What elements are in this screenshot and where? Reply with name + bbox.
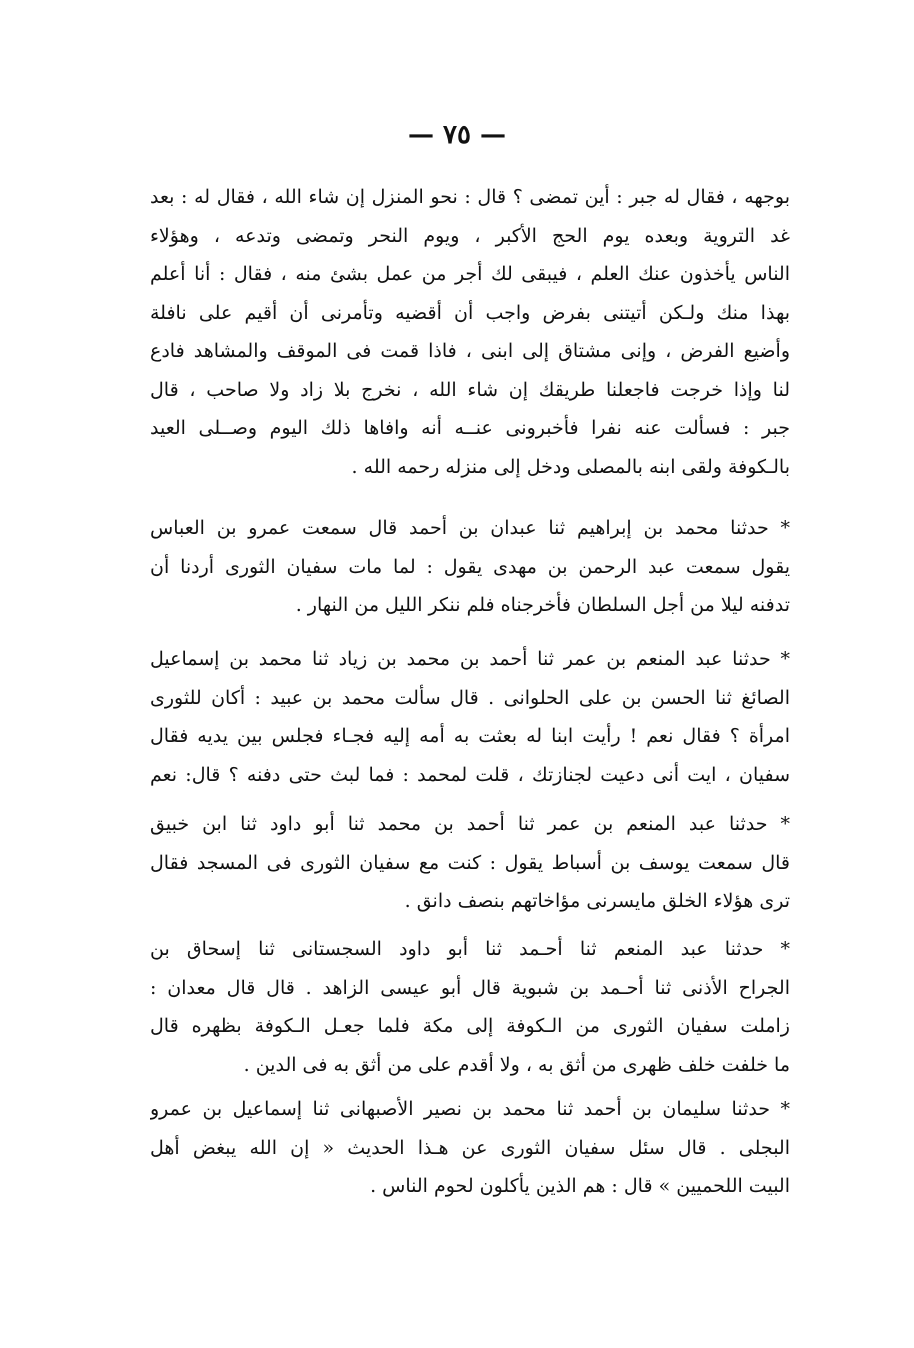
text-line: غد التروية وبعده يوم الحج الأكبر ، ويوم النحر وتمضى وتدعه ، وهؤلاء [150,224,790,247]
text-line: بوجهه ، فقال له جبر : أين تمضى ؟ قال : نحو المنزل إن شاء الله ، فقال له : بعد [150,186,790,208]
text-line: امرأة ؟ فقال نعم ! رأيت ابنا له بعثت به أمه إليه فجـاء فجلس بين يديه فقال [150,725,790,747]
text-line: * حدثنا عبد المنعم ثنا أحـمد ثنا أبو داود السجستانى ثنا إسحاق بن [150,938,790,960]
paragraph-6 [150,1090,790,1206]
text-line: بهذا منك ولـكن أتيتنى بفرض واجب أن أقضيه وتأمرنى أن أقيم على نافلة [150,301,790,324]
text-line: يقول سمعت عبد الرحمن بن مهدى يقول : لما مات سفيان الثورى أردنا أن [150,555,790,578]
paragraph-1 [150,178,790,486]
text-line: قال سمعت يوسف بن أسباط يقول : كنت مع سفيان الثورى فى المسجد فقال [150,851,790,874]
paragraph-4 [150,805,790,921]
text-line: وأضيع الفرض ، وإنى مشتاق إلى ابنى ، فاذا قمت فى الموقف والمشاهد فادع [150,340,790,362]
text-line: * حدثنا عبد المنعم بن عمر ثنا أحمد بن محمد بن زياد ثنا محمد بن إسماعيل [150,648,790,670]
text-line: زاملت سفيان الثورى من الـكوفة إلى مكة فلما جعـل الـكوفة بظهره قال [150,1015,790,1037]
text-line: * حدثنا سليمان بن أحمد ثنا محمد بن نصير الأصبهانى ثنا إسماعيل بن عمرو [150,1098,790,1120]
text-line: لنا وإذا خرجت فاجعلنا طريقك إن شاء الله ، نخرج بلا زاد ولا صاحب ، قال [150,378,790,401]
text-line: * حدثنا عبد المنعم بن عمر ثنا أحمد بن محمد ثنا أبو داود ثنا ابن خبيق [150,813,790,835]
text-line: تدفنه ليلا من أجل السلطان فأخرجناه فلم ننكر الليل من النهار . [295,594,790,616]
text-line: البجلى . قال سئل سفيان الثورى عن هـذا الحديث « إن الله يبغض أهل [150,1136,790,1159]
paragraph-2 [150,509,790,625]
paragraph-5 [150,930,790,1084]
text-line: * حدثنا محمد بن إبراهيم ثنا عبدان بن أحمد قال سمعت عمرو بن العباس [150,517,790,539]
page-number: — ٧٥ — [407,120,507,150]
text-line: ترى هؤلاء الخلق مايسرنى مؤاخاتهم بنصف دانق . [404,890,790,912]
text-line: الجراح الأذنى ثنا أحـمد بن شبوية قال أبو عيسى الزاهد . قال قال معدان : [150,976,790,999]
text-line: ما خلفت خلف ظهرى من أثق به ، ولا أقدم على من أثق به فى الدين . [243,1053,790,1076]
text-line: الصائغ ثنا الحسن بن على الحلوانى . قال سألت محمد بن عبيد : أكان للثورى [150,686,790,709]
text-line: جبر : فسألت عنه نفرا فأخبرونى عنــه أنه وافاها ذلك اليوم وصــلى العيد [150,417,790,439]
text-line: البيت اللحميين » قال : هم الذين يأكلون لحوم الناس . [370,1175,790,1197]
text-line: سفيان ، ايت أنى دعيت لجنازتك ، قلت لمحمد : فما لبث حتى دفنه ؟ قال: نعم [150,763,790,786]
text-line: بالـكوفة ولقى ابنه بالمصلى ودخل إلى منزله رحمه الله . [351,455,790,478]
paragraph-3 [150,640,790,794]
text-line: الناس يأخذون عنك العلم ، فيبقى لك أجر من عمل بشئ منه ، فقال : أنا أعلم [150,263,790,285]
